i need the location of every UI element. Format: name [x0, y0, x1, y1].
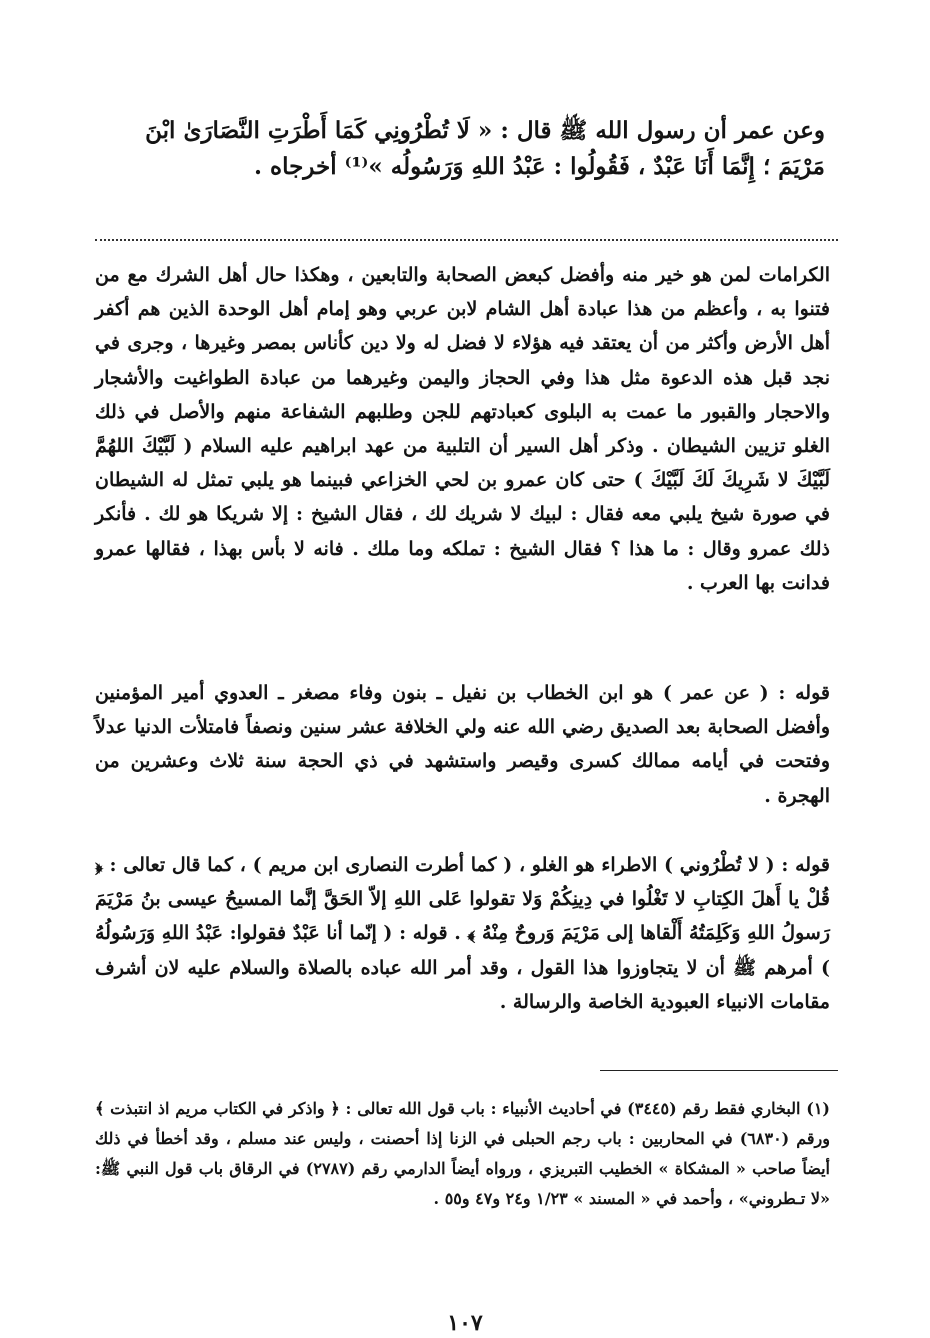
- commentary-text-2: قوله : ( عن عمر ) هو ابن الخطاب بن نفيل ـ بنون وفاء مصغر ـ العدوي أمير المؤمنين وأفضل الصحابة بعد الصديق رضي الله عنه ولي الخلافة عشر سنين ونصفاً فامتلأت الدنيا عدلاً وفتحت في أيامه ممالك كسرى وقيصر واستشهد في ذي الحجة سنة ثلاث وعشرين من الهجرة .: [95, 682, 830, 807]
- footnote: (١) البخاري فقط رقم (٣٤٤٥) في أحاديث الأنبياء : باب قول الله تعالى : ﴿ واذكر في الكتاب مريم اذ انتبذت ﴾ ورقم (٦٨٣٠) في المحاربين : باب رجم الحبلى في الزنا إذا أحصنت ، وليس عند مسلم ، وقد أخطأ في ذلك أيضاً صاحب « المشكاة » الخطيب التبريزي ، ورواه أيضاً الدارمي رقم (٢٧٨٧) في الرقاق باب قول النبي ﷺ: «لا تـطروني» ، وأحمد في « المسند » ١/٢٣ و٢٤ و٤٧ و٥٥ .: [95, 1099, 831, 1208]
- dotted-separator: [95, 239, 838, 241]
- commentary-paragraph-1: [95, 258, 830, 600]
- commentary-paragraph-3: [95, 848, 830, 1019]
- commentary-paragraph-2: [95, 676, 830, 813]
- hadith-line-1: وعن عمر أن رسول الله ﷺ قال : « لَا تُطْرُونِي كَمَا أَطْرَتِ النَّصَارَىٰ ابْنَ: [145, 117, 825, 144]
- hadith-line-2: مَرْيَمَ ؛ إِنَّمَا أَنَا عَبْدٌ ، فَقُولُوا : عَبْدُ اللهِ وَرَسُولُه »⁽¹⁾ أخرجاه .: [254, 153, 825, 180]
- commentary-text-1: الكرامات لمن هو خير منه وأفضل كبعض الصحابة والتابعين ، وهكذا حال أهل الشرك مع من فتنوا به ، وأعظم من هذا عبادة أهل الشام لابن عربي وهو إمام أهل الوحدة الذين هم أكفر أهل الأرض وأكثر من أن يعتقد فيه هؤلاء لا فضل له ولا دين كأناس بمصر وغيرها ، وجرى في نجد قبل هذه الدعوة مثل هذا وفي الحجاز واليمن وغيرهما من عبادة الطواغيت والأشجار والاحجار والقبور ما عمت به البلوى كعبادتهم للجن وطلبهم الشفاعة منهم والأصل في ذلك الغلو تزيين الشيطان . وذكر أهل السير أن التلبية من عهد ابراهيم عليه السلام ( لَبَّيْكَ اللهُمَّ لَبَّيْكَ لا شَرِيكَ لَكَ لَبَّيْكَ ) حتى كان عمرو بن لحي الخزاعي فبينما هو يلبي تمثل له الشيطان في صورة شيخ يلبي معه فقال : لبيك لا شريك لك ، فقال الشيخ : إلا شريكا هو لك . فأنكر ذلك عمرو وقال : ما هذا ؟ فقال الشيخ : تملكه وما ملك . فانه لا بأس بهذا ، فقالها عمرو فدانت بها العرب .: [95, 264, 830, 594]
- page-number: ١٠٧: [447, 1310, 483, 1336]
- footnote-rule: [600, 1070, 838, 1071]
- commentary-text-3: قوله : ( لا تُطْرُوني ) الاطراء هو الغلو ، ( كما أطرت النصارى ابن مريم ) ، كما قال تعالى : ﴿ قُلْ يا أَهلَ الكِتابِ لا تَغْلُوا في دِينِكُمْ وَلا تقولوا عَلى اللهِ إلاّ الحَقَّ إنَّما المسيحُ عيسى بنُ مَرْيَمَ رَسولُ اللهِ وَكَلِمَتُهُ أَلْقاها إلى مَرْيَمَ وَروحٌ مِنْهُ ﴾ . قوله : ( إنّما أنا عَبْدٌ فقولوا: عَبْدُ اللهِ وَرَسُولُهُ ) أمرهم ﷺ أن لا يتجاوزوا هذا القول ، وقد أمر الله عباده بالصلاة والسلام عليه لان أشرف مقامات الانبياء العبودية الخاصة والرسالة .: [95, 854, 830, 1013]
- hadith-text: [95, 113, 825, 185]
